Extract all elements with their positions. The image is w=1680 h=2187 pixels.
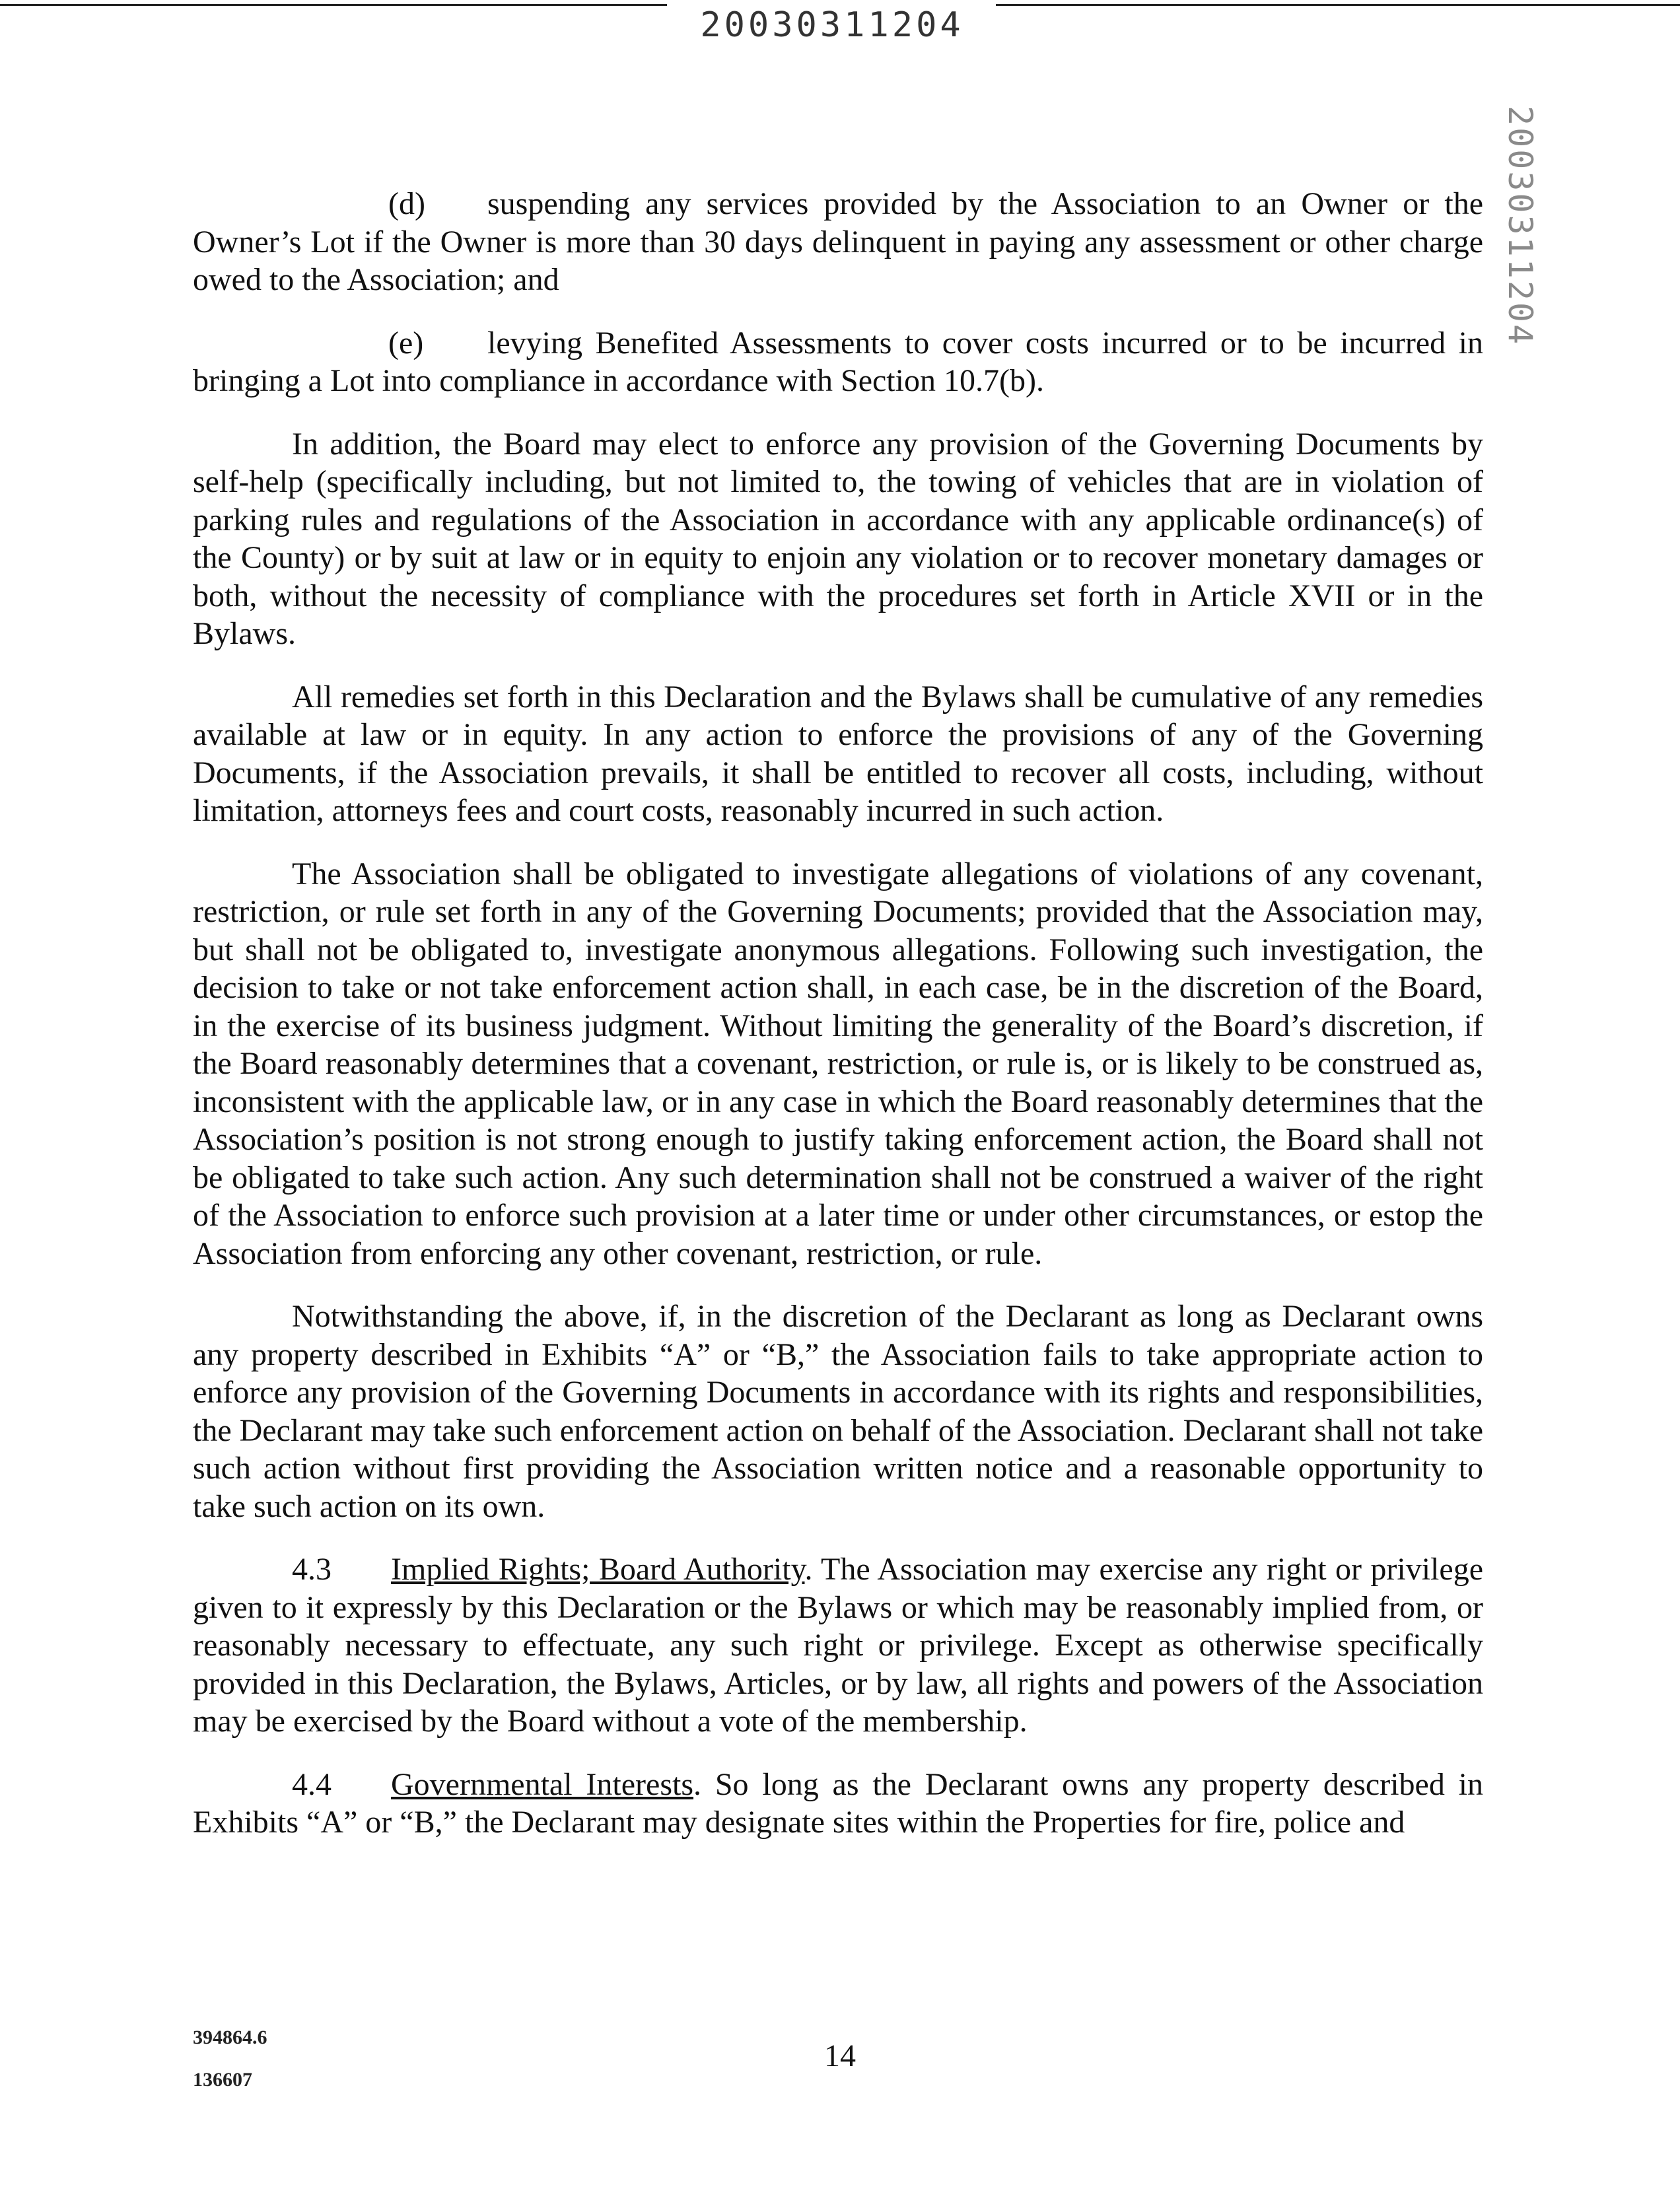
item-d-text: suspending any services provided by the Association to an Owner or the Owner’s Lot if the Owner is more than 30 days delinquent in paying any assessment or other charge owed to the Association; and <box>193 186 1483 297</box>
top-rule-right <box>996 4 1680 6</box>
section-4-4 <box>193 1766 1483 1842</box>
paragraph-declarant-enforcement: Notwithstanding the above, if, in the discretion of the Declarant as long as Declarant owns any property described in Exhibits “A” or “B,” the Association fails to take appropriate action to enforce any provision of the Governing Documents in accordance with its rights and responsibilities, the Declarant may take such enforcement action on behalf of the Association. Declarant shall not take such action without first providing the Association written notice and a reasonable opportunity to take such action on its own. <box>193 1299 1483 1524</box>
paragraph-enforcement-self-help: In addition, the Board may elect to enforce any provision of the Governing Documents by self-help (specifically including, but not limited to, the towing of vehicles that are in violation of parking rules and regulations of the Association in accordance with any applicable ordinance(s) of the County) or by suit at law or in equity to enjoin any violation or to recover monetary damages or both, without the necessity of compliance with the procedures set forth in Article XVII or in the Bylaws. <box>193 426 1483 651</box>
footer-doc-number: 394864.6 <box>193 2027 267 2048</box>
item-e-label: (e) <box>388 325 424 361</box>
recording-number: 20030311204 <box>700 5 964 45</box>
paragraph-investigation: The Association shall be obligated to investigate allegations of violations of any covenant, restriction, or rule set forth in any of the Governing Documents; provided that the Association may, but shall not be obligated to, investigate anonymous allegations. Following such investigation, the decision to take or not take enforcement action shall, in each case, be in the discretion of the Board, in the exercise of its business judgment. Without limiting the generality of the Board’s discretion, if the Board reasonably determines that a covenant, restriction, or rule is, or is likely to be construed as, inconsistent with the applicable law, or in any case in which the Board reasonably determines that the Association’s position is not strong enough to justify taking enforcement action, the Board shall not be obligated to take such action. Any such determination shall not be construed a waiver of the right of the Association to enforce such provision at a later time or under other circumstances, or estop the Association from enforcing any other covenant, restriction, or rule. <box>193 856 1483 1271</box>
section-4-3-number: 4.3 <box>292 1552 332 1587</box>
item-e-text: levying Benefited Assessments to cover costs incurred or to be incurred in bringing a Lot into compliance in accordance with Section 10.7(b). <box>193 325 1483 398</box>
top-rule-left <box>0 4 667 6</box>
section-4-3-heading: Implied Rights; Board Authority <box>391 1552 805 1587</box>
item-d <box>193 185 1483 299</box>
section-4-4-heading: Governmental Interests <box>391 1766 694 1802</box>
footer-client-number: 136607 <box>193 2069 252 2091</box>
page-number: 14 <box>824 2038 856 2073</box>
side-recording-stamp: 20030311204 <box>1501 106 1539 347</box>
item-e <box>193 324 1483 400</box>
section-4-3 <box>193 1550 1483 1741</box>
document-body <box>193 185 1483 1867</box>
item-d-label: (d) <box>388 186 425 221</box>
paragraph-cumulative-remedies: All remedies set forth in this Declaration and the Bylaws shall be cumulative of any remedies available at law or in equity. In any action to enforce the provisions of any of the Governing Documents, if the Association prevails, it shall be entitled to recover all costs, including, without limitation, attorneys fees and court costs, reasonably incurred in such action. <box>193 679 1483 828</box>
section-4-4-number: 4.4 <box>292 1766 332 1802</box>
section-4-4-text: . So long as the Declarant owns any property described in Exhibits “A” or “B,” the Declarant may designate sites within the Properties for fire, police and <box>193 1766 1483 1840</box>
section-4-3-text: . The Association may exercise any right or privilege given to it expressly by this Declaration or the Bylaws or which may be reasonably implied from, or reasonably necessary to effectuate, any such right or privilege. Except as otherwise specifically provided in this Declaration, the Bylaws, Articles, or by law, all rights and powers of the Association may be exercised by the Board without a vote of the membership. <box>193 1552 1483 1739</box>
footer-document-ids <box>193 2017 267 2101</box>
